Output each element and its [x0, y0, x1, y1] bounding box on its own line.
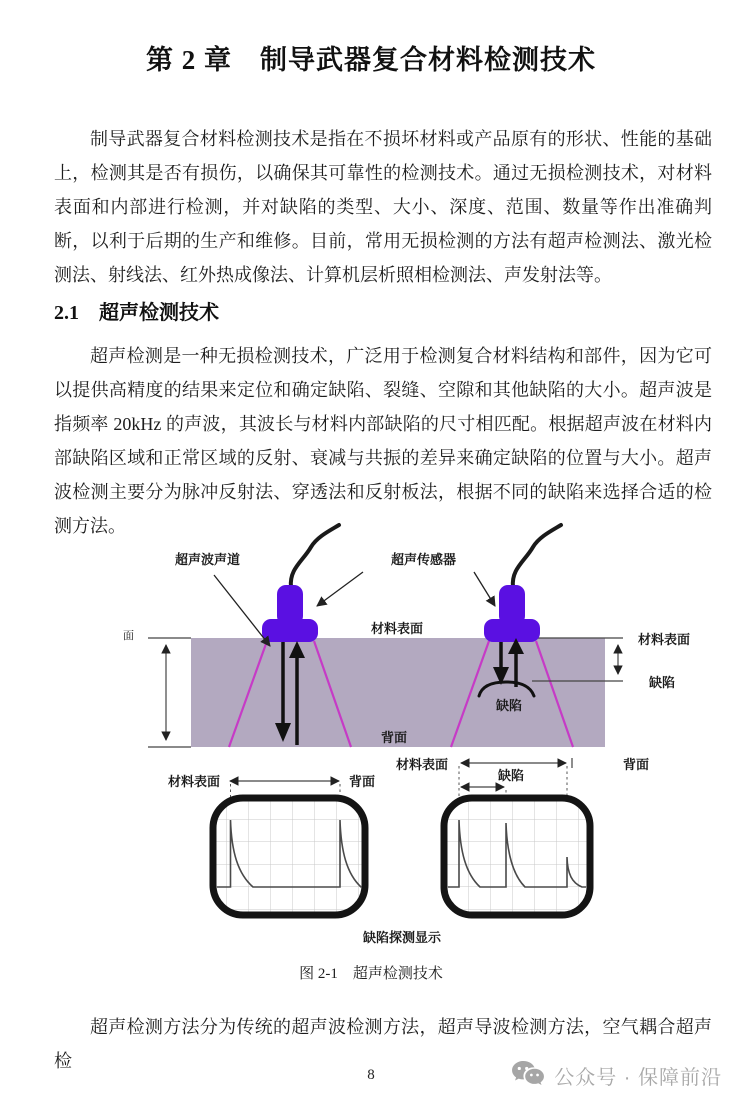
scope1-back-label: 背面 [349, 774, 376, 789]
right-transducer [484, 585, 540, 642]
sound-channel-label: 超声波声道 [175, 552, 241, 567]
defect-right-label: 缺陷 [649, 675, 676, 690]
left-transducer [262, 585, 318, 642]
defect-inner-label: 缺陷 [496, 698, 523, 713]
label-arrows [214, 572, 495, 646]
surface-right-label: 材料表面 [638, 632, 691, 647]
scope2-defect-label: 缺陷 [498, 768, 525, 783]
paragraph-ultrasonic: 超声检测是一种无损检测技术，广泛用于检测复合材料结构和部件，因为它可以提供高精度的结果来定位和确定缺陷、裂缝、空隙和其他缺陷的大小。超声波是指频率 20kHz 的声波，其波长与材料内部缺陷的尺寸相匹配。根据超声波在材料内部缺陷区域和正常区域的反射、衰减与共振的差异来确定缺陷的位置与大小。超声波检测主要分为脉冲反射法、穿透法和反射板法，根据不同的缺陷来选择合适的检测方法。 [54, 346, 712, 536]
page-number: 8 [367, 1067, 375, 1083]
paragraph-methods: 超声检测方法分为传统的超声波检测方法，超声导波检测方法，空气耦合超声检 [54, 1017, 712, 1071]
wechat-icon [511, 1060, 545, 1090]
back-inner-label: 背面 [381, 730, 408, 745]
section-number: 2.1 [54, 302, 79, 324]
section-heading [54, 296, 219, 325]
paragraph-intro: 制导武器复合材料检测技术是指在不损坏材料或产品原有的形状、性能的基础上，检测其是否有损伤，以确保其可靠性的检测技术。通过无损检测技术，对材料表面和内部进行检测，并对缺陷的类型、大小、深度、范围、数量等作出准确判断，以利于后期的生产和维修。目前，常用无损检测的方法有超声检测法、激光检测法、射线法、红外热成像法、计算机层析照相检测法、声发射法等。 [54, 129, 712, 285]
figure-caption: 图 2-1 超声检测技术 [299, 966, 443, 982]
oscilloscope-left [213, 798, 365, 915]
left-edge-label: 面 [123, 630, 134, 642]
chapter-title: 第 2 章 制导武器复合材料检测技术 [146, 45, 596, 75]
scope2-back-label: 背面 [623, 757, 650, 772]
section-title: 超声检测技术 [99, 302, 219, 324]
ultrasonic-diagram-svg [95, 527, 715, 947]
watermark [511, 1060, 722, 1090]
left-cable [291, 525, 339, 587]
scope1-surface-label: 材料表面 [168, 774, 221, 789]
watermark-text: 公众号 · 保障前沿 [554, 1066, 722, 1089]
oscilloscope-right [444, 798, 590, 915]
thickness-dimension [148, 638, 191, 747]
sensor-label: 超声传感器 [391, 552, 457, 567]
right-cable [513, 525, 561, 587]
figure-ultrasonic-diagram [95, 527, 715, 947]
scope2-surface-label: 材料表面 [396, 757, 449, 772]
display-caption-label: 缺陷探测显示 [362, 930, 442, 945]
surface-mid-label: 材料表面 [371, 621, 424, 636]
